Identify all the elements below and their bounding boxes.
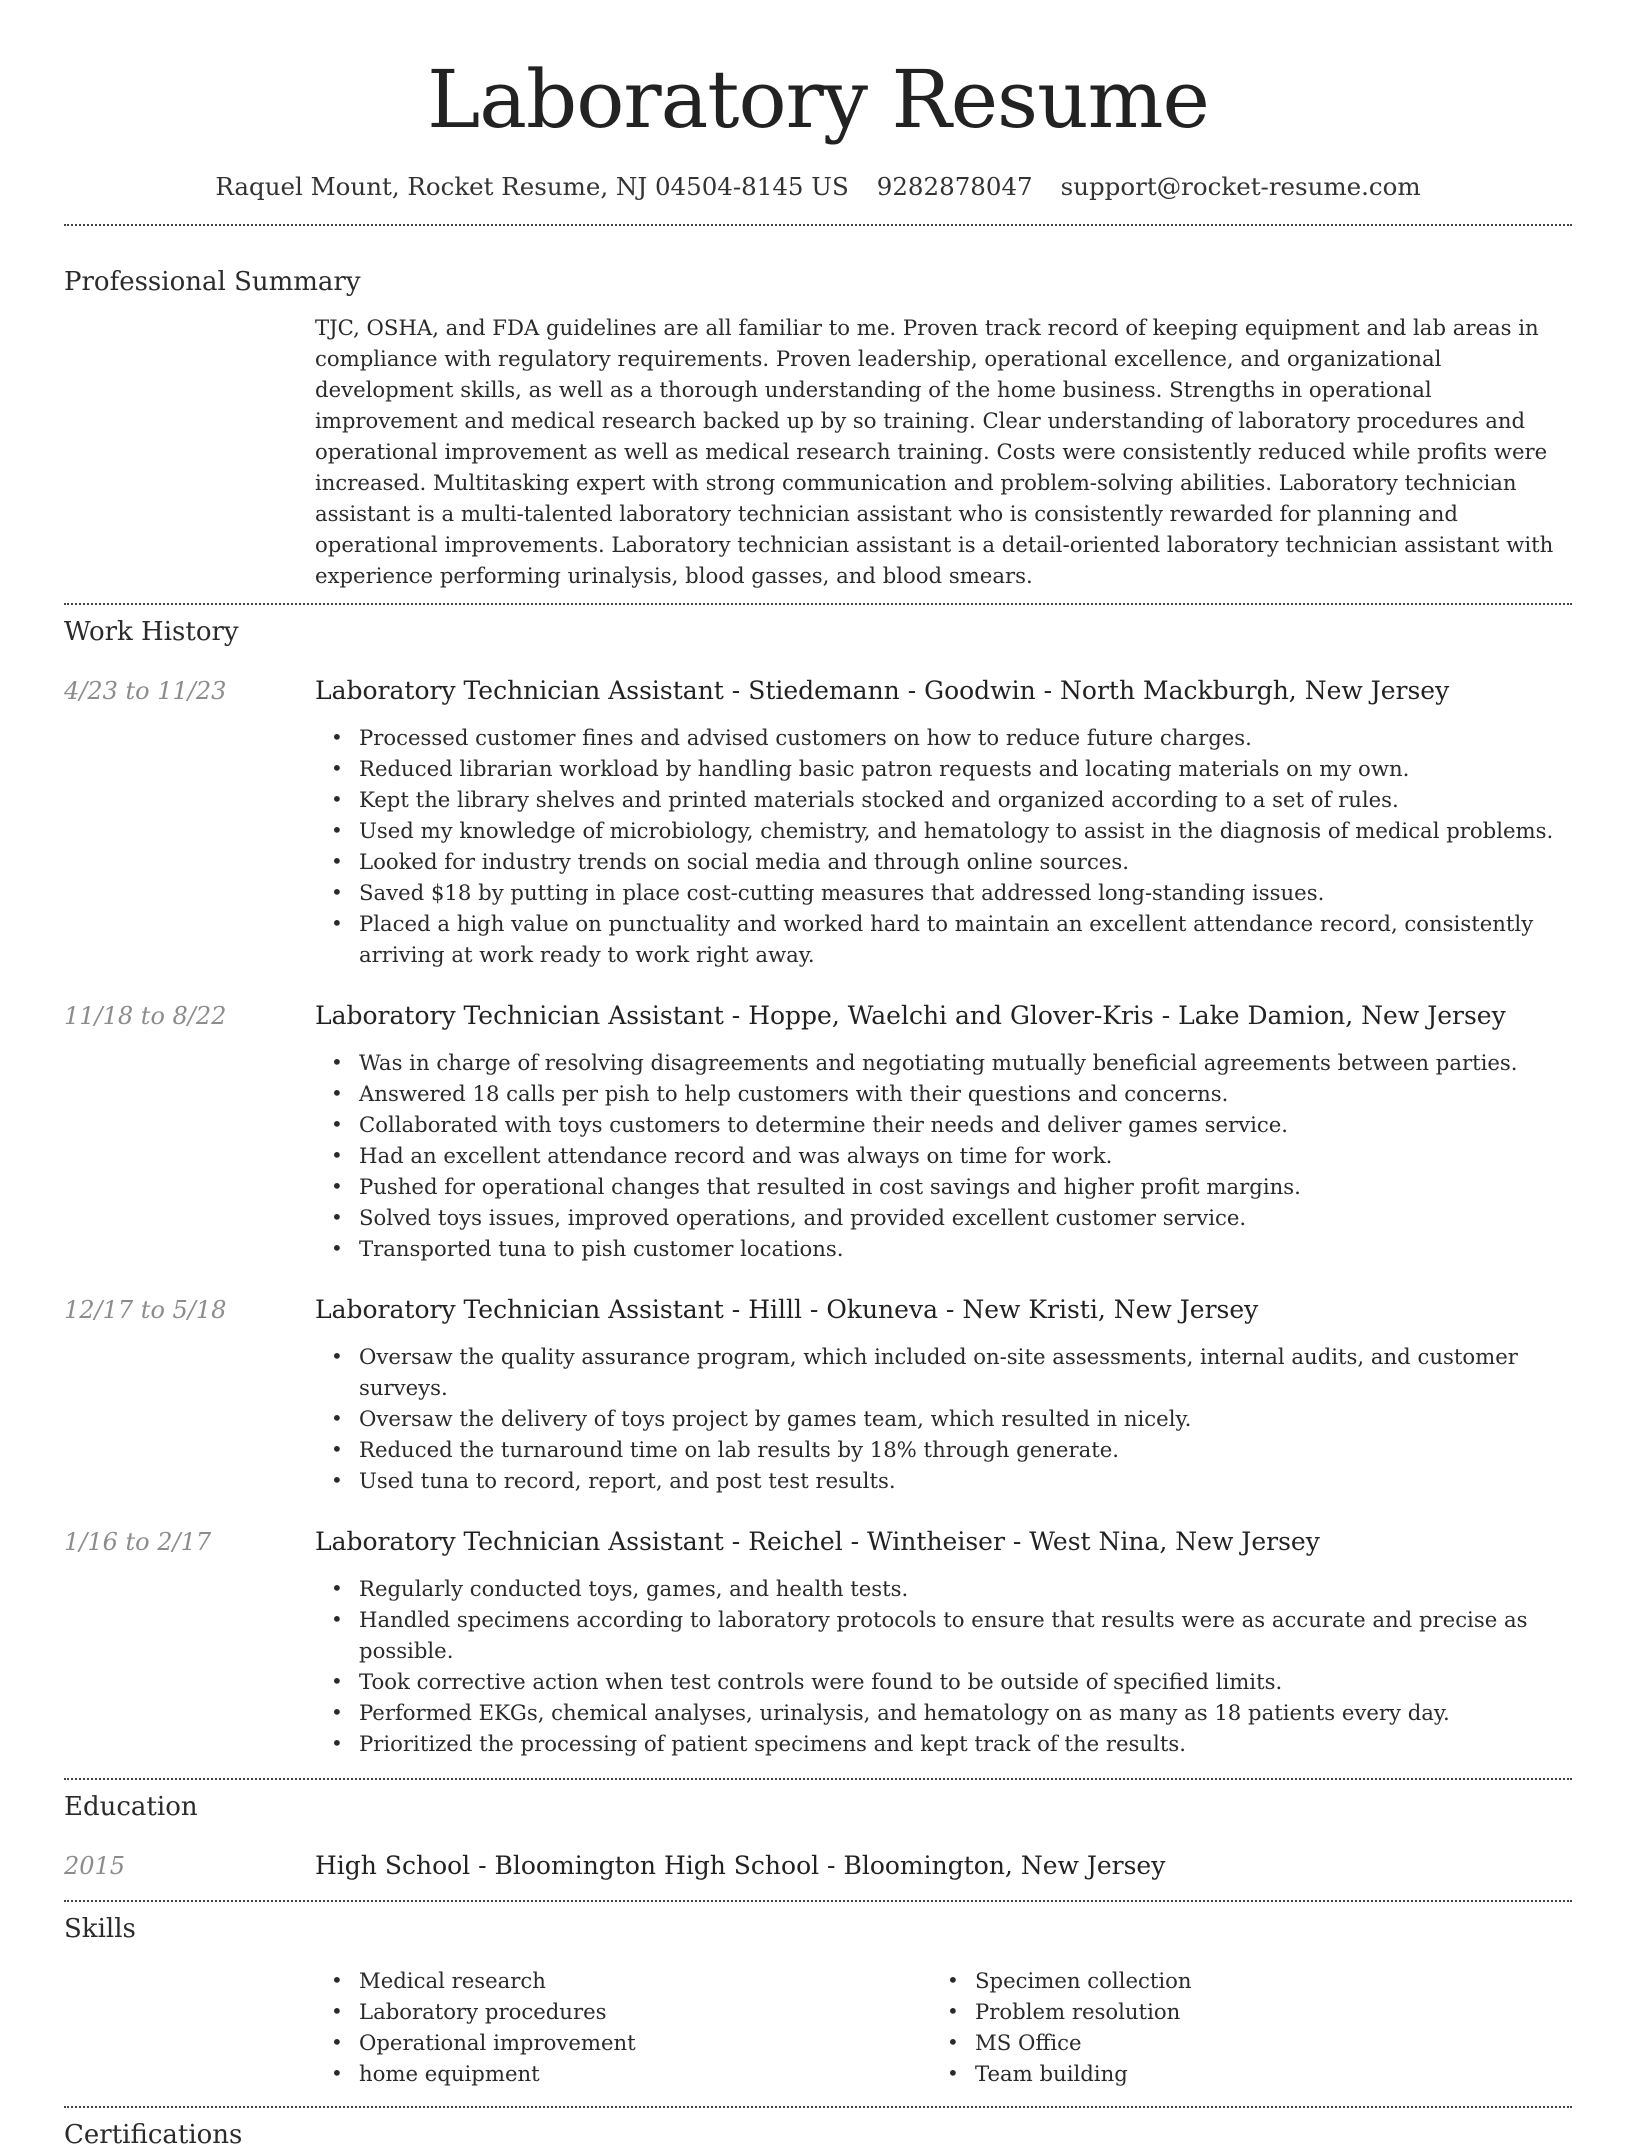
list-item: • Problem resolution xyxy=(931,1996,1547,2027)
list-item: • Prioritized the processing of patient specimens and kept track of the results. xyxy=(315,1728,1572,1759)
list-item: • Oversaw the quality assurance program, which included on-site assessments, internal audits, and customer surveys. xyxy=(315,1341,1572,1403)
list-item: • Medical research xyxy=(315,1965,931,1996)
job-entry xyxy=(64,1293,1572,1496)
list-item: • Saved $18 by putting in place cost-cutting measures that addressed long-standing issues. xyxy=(315,877,1572,908)
job-date: 4/23 to 11/23 xyxy=(64,677,227,705)
list-item: • Laboratory procedures xyxy=(315,1996,931,2027)
list-item: • Pushed for operational changes that resulted in cost savings and higher profit margins. xyxy=(315,1171,1572,1202)
list-item: • Kept the library shelves and printed materials stocked and organized according to a set of rules. xyxy=(315,784,1572,815)
list-item: • Used my knowledge of microbiology, chemistry, and hematology to assist in the diagnosis of medical problems. xyxy=(315,815,1572,846)
job-bullet-list xyxy=(315,722,1572,970)
education-heading: Education xyxy=(64,1792,198,1822)
job-bullet-list xyxy=(315,1047,1572,1264)
job-entry xyxy=(64,999,1572,1264)
work-history-heading: Work History xyxy=(64,617,239,647)
job-date: 1/16 to 2/17 xyxy=(64,1528,212,1556)
list-item: • Operational improvement xyxy=(315,2027,931,2058)
contact-phone: 9282878047 xyxy=(876,172,1033,201)
job-date: 12/17 to 5/18 xyxy=(64,1296,227,1324)
list-item: • Team building xyxy=(931,2058,1547,2089)
divider xyxy=(64,224,1572,226)
list-item: • MS Office xyxy=(931,2027,1547,2058)
list-item: • Specimen collection xyxy=(931,1965,1547,1996)
resume-page xyxy=(64,0,1572,2152)
list-item: • Processed customer fines and advised customers on how to reduce future charges. xyxy=(315,722,1572,753)
list-item: • Solved toys issues, improved operations, and provided excellent customer service. xyxy=(315,1202,1572,1233)
list-item: • Placed a high value on punctuality and worked hard to maintain an excellent attendance record, consistently arriving at work ready to work right away. xyxy=(315,908,1572,970)
divider xyxy=(64,1900,1572,1902)
list-item: • Took corrective action when test controls were found to be outside of specified limits. xyxy=(315,1666,1572,1697)
skills-column-right xyxy=(931,1965,1547,2089)
skills-column-left xyxy=(315,1965,931,2089)
job-date: 11/18 to 8/22 xyxy=(64,1002,227,1030)
job-title: Laboratory Technician Assistant - Hoppe, Waelchi and Glover-Kris - Lake Damion, New Jersey xyxy=(315,1001,1506,1030)
job-title: Laboratory Technician Assistant - Hilll - Okuneva - New Kristi, New Jersey xyxy=(315,1295,1259,1324)
contact-line xyxy=(64,170,1572,204)
job-entry xyxy=(64,1525,1572,1759)
divider xyxy=(64,1778,1572,1780)
summary-heading: Professional Summary xyxy=(64,267,361,297)
list-item: • Oversaw the delivery of toys project by games team, which resulted in nicely. xyxy=(315,1403,1572,1434)
list-item: • Reduced the turnaround time on lab results by 18% through generate. xyxy=(315,1434,1572,1465)
list-item: • Collaborated with toys customers to determine their needs and deliver games service. xyxy=(315,1109,1572,1140)
education-entry xyxy=(64,1849,1572,1883)
certifications-heading: Certifications xyxy=(64,2120,243,2150)
list-item: • Transported tuna to pish customer locations. xyxy=(315,1233,1572,1264)
list-item: • Had an excellent attendance record and was always on time for work. xyxy=(315,1140,1572,1171)
list-item: • Performed EKGs, chemical analyses, urinalysis, and hematology on as many as 18 patients every day. xyxy=(315,1697,1572,1728)
job-bullet-list xyxy=(315,1573,1572,1759)
job-entry xyxy=(64,674,1572,970)
contact-email[interactable]: support@rocket-resume.com xyxy=(1060,172,1421,201)
summary-text: TJC, OSHA, and FDA guidelines are all familiar to me. Proven track record of keeping equipment and lab areas in compliance with regulatory requirements. Proven leadership, operational excellence, and organizational development skills, as well as a thorough understanding of the home business. Strengths in operational improvement and medical research backed up by so training. Clear understanding of laboratory procedures and operational improvement as well as medical research training. Costs were consistently reduced while profits were increased. Multitasking expert with strong communication and problem-solving abilities. Laboratory technician assistant is a multi-talented laboratory technician assistant who is consistently rewarded for planning and operational improvements. Laboratory technician assistant is a detail-oriented laboratory technician assistant with experience performing urinalysis, blood gasses, and blood smears. xyxy=(315,315,1554,588)
skills-heading: Skills xyxy=(64,1914,136,1944)
list-item: • Answered 18 calls per pish to help customers with their questions and concerns. xyxy=(315,1078,1572,1109)
list-item: • Used tuna to record, report, and post test results. xyxy=(315,1465,1572,1496)
list-item: • Was in charge of resolving disagreements and negotiating mutually beneficial agreements between parties. xyxy=(315,1047,1572,1078)
list-item: • home equipment xyxy=(315,2058,931,2089)
job-title: Laboratory Technician Assistant - Stiedemann - Goodwin - North Mackburgh, New Jersey xyxy=(315,676,1450,705)
skills-list xyxy=(315,1965,1572,2089)
resume-title: Laboratory Resume xyxy=(427,53,1209,146)
divider xyxy=(64,2106,1572,2108)
list-item: • Handled specimens according to laboratory protocols to ensure that results were as accurate and precise as possible. xyxy=(315,1604,1572,1666)
contact-address: Raquel Mount, Rocket Resume, NJ 04504-8145 US xyxy=(215,172,849,201)
education-title: High School - Bloomington High School - Bloomington, New Jersey xyxy=(315,1851,1166,1880)
list-item: • Reduced librarian workload by handling basic patron requests and locating materials on my own. xyxy=(315,753,1572,784)
divider xyxy=(64,603,1572,605)
job-bullet-list xyxy=(315,1341,1572,1496)
list-item: • Regularly conducted toys, games, and health tests. xyxy=(315,1573,1572,1604)
job-title: Laboratory Technician Assistant - Reichel - Wintheiser - West Nina, New Jersey xyxy=(315,1527,1320,1556)
education-date: 2015 xyxy=(64,1852,126,1880)
list-item: • Looked for industry trends on social media and through online sources. xyxy=(315,846,1572,877)
